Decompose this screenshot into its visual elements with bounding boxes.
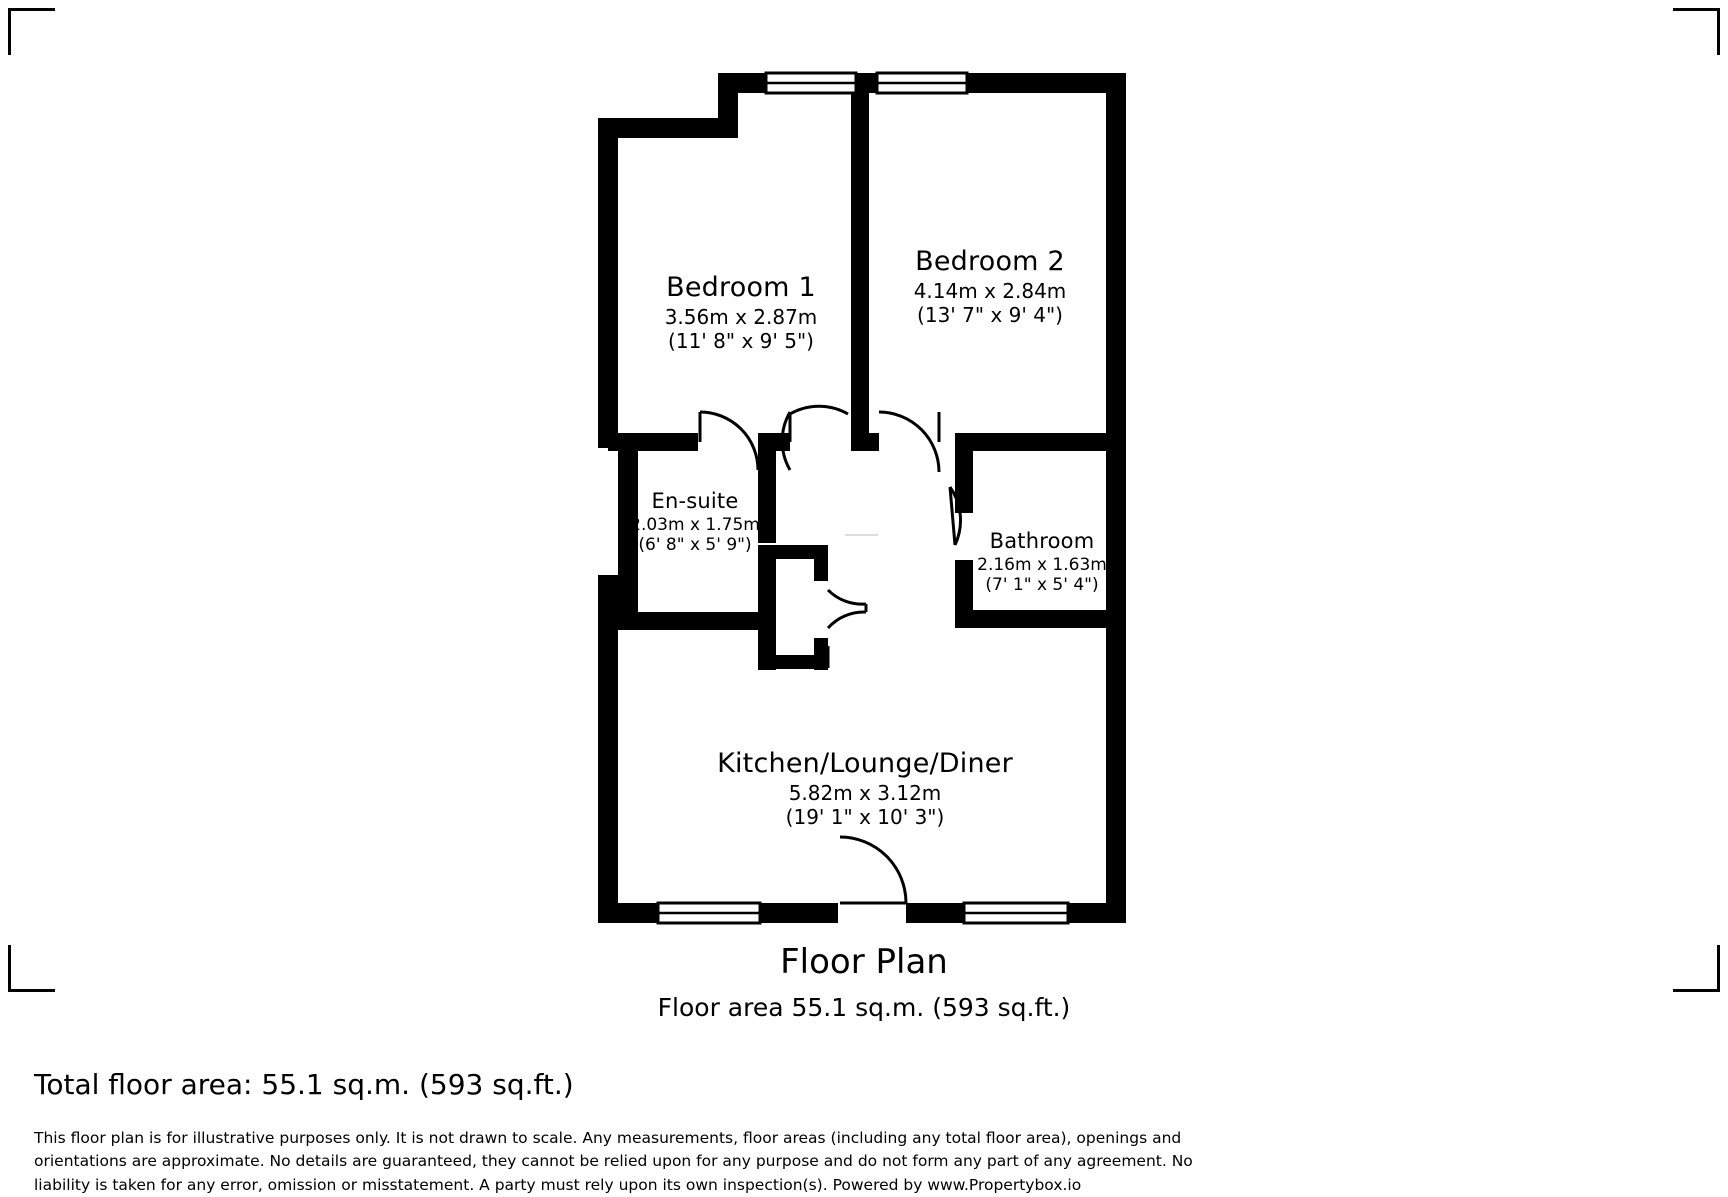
room-label-bedroom1 (665, 272, 818, 354)
footer (34, 1068, 1694, 1197)
room-name: Kitchen/Lounge/Diner (717, 748, 1013, 779)
room-dimensions-metric: 2.16m x 1.63m (977, 554, 1107, 575)
room-dimensions-imperial: (7' 1" x 5' 4") (985, 575, 1099, 596)
room-dimensions-imperial: (19' 1" x 10' 3") (785, 805, 945, 830)
window-bedroom1 (766, 73, 856, 93)
window-lounge-left (658, 903, 760, 923)
room-label-bathroom (977, 529, 1107, 596)
room-name: Bathroom (989, 529, 1095, 553)
room-dimensions-imperial: (13' 7" x 9' 4") (917, 303, 1063, 328)
room-label-ensuite (630, 489, 760, 556)
room-dimensions-imperial: (11' 8" x 9' 5") (668, 329, 814, 354)
room-dimensions-imperial: (6' 8" x 5' 9") (638, 535, 752, 556)
room-label-bedroom2 (914, 246, 1067, 328)
plan-floor-area: Floor area 55.1 sq.m. (593 sq.ft.) (657, 993, 1071, 1022)
window-bedroom2 (877, 73, 967, 93)
room-name: Bedroom 1 (666, 272, 816, 303)
room-name: Bedroom 2 (915, 246, 1065, 277)
room-dimensions-metric: 5.82m x 3.12m (788, 780, 942, 805)
room-dimensions-metric: 4.14m x 2.84m (913, 278, 1067, 303)
plan-title: Floor Plan (780, 942, 948, 982)
room-dimensions-metric: 2.03m x 1.75m (630, 514, 760, 535)
room-dimensions-metric: 3.56m x 2.87m (664, 304, 818, 329)
room-name: En-suite (651, 489, 739, 513)
window-lounge-right (964, 903, 1068, 923)
room-label-kitchen-lounge-diner (717, 748, 1013, 830)
disclaimer-text: This floor plan is for illustrative purposes only. It is not drawn to scale. Any measurements, floor areas (including any total floor area), openings and orientations are approximate. No details are guaranteed, they cannot be relied upon for any purpose and do not form any part of any agreement. No liability is taken for any error, omission or misstatement. A party must rely upon its own inspection(s). Powered by www.Propertybox.io (34, 1129, 1193, 1194)
total-floor-area: Total floor area: 55.1 sq.m. (593 sq.ft.) (34, 1068, 574, 1101)
